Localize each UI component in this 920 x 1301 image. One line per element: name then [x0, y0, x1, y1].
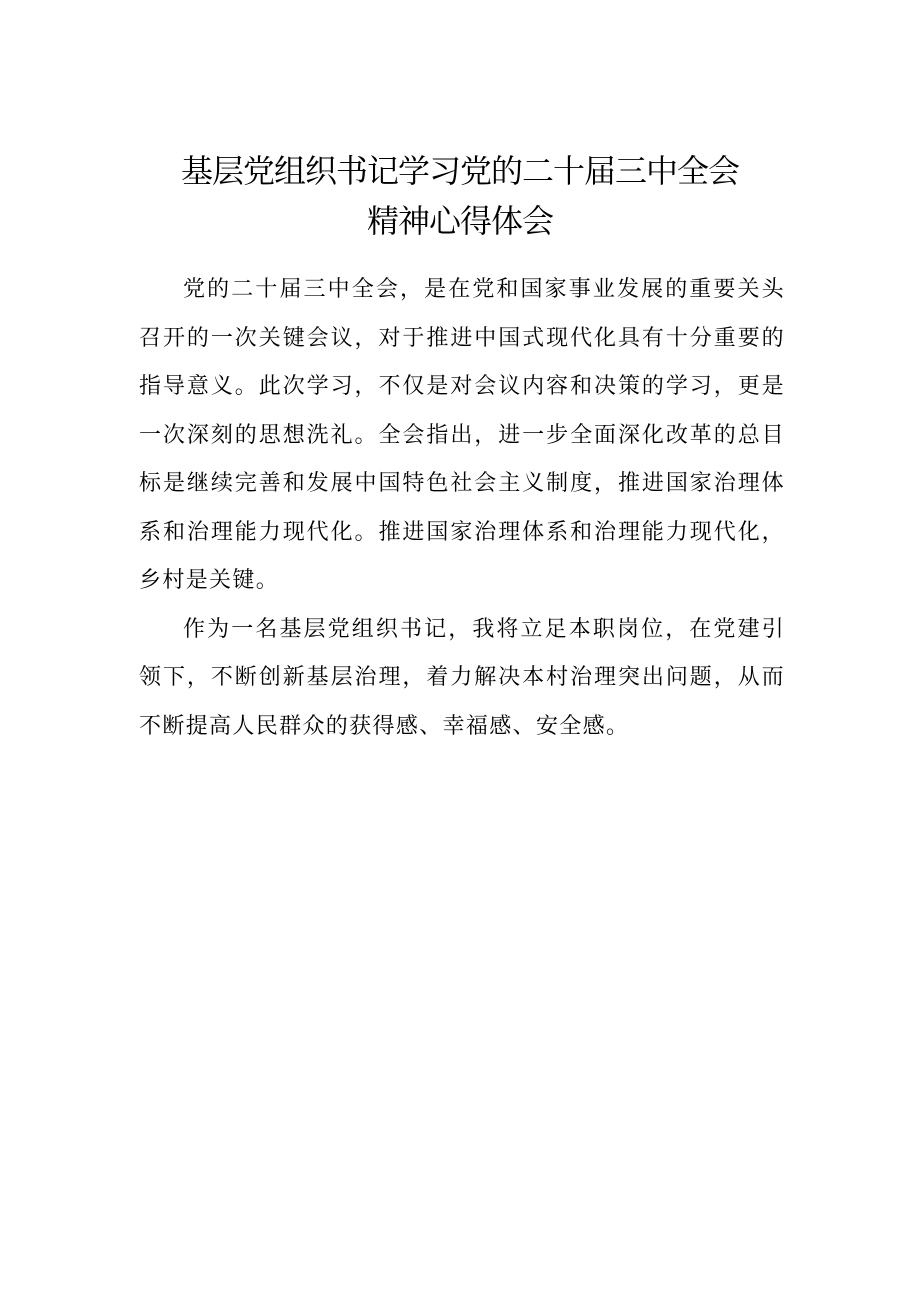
- paragraph-1: 党的二十届三中全会，是在党和国家事业发展的重要关头召开的一次关键会议，对于推进中国式现代化具有十分重要的指导意义。此次学习，不仅是对会议内容和决策的学习，更是一次深刻的思想洗礼。全会指出，进一步全面深化改革的总目标是继续完善和发展中国特色社会主义制度，推进国家治理体系和治理能力现代化。推进国家治理体系和治理能力现代化，乡村是关键。: [139, 277, 785, 593]
- title-line-1: 基层党组织书记学习党的二十届三中全会: [180, 152, 739, 190]
- title-line-2: 精神心得体会: [366, 202, 553, 240]
- paragraph-2: 作为一名基层党组织书记，我将立足本职岗位，在党建引领下，不断创新基层治理，着力解决本村治理突出问题，从而不断提高人民群众的获得感、幸福感、安全感。: [139, 616, 785, 739]
- document-title: [0, 146, 920, 246]
- document-body: [139, 266, 785, 751]
